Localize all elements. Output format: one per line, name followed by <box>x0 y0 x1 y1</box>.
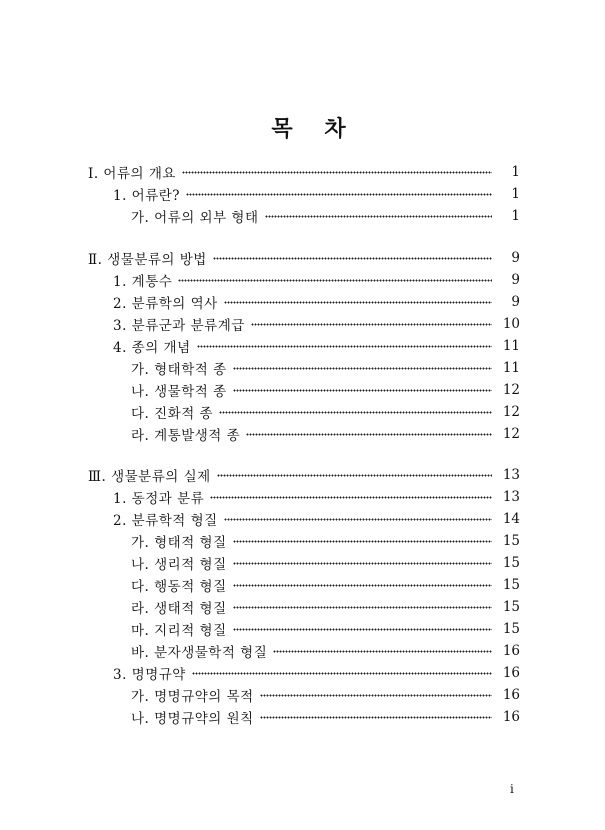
dot-leader <box>217 474 492 477</box>
toc-entry-label: 라. 계통발생적 종 <box>131 428 241 444</box>
toc-entry-2-2[interactable] <box>113 291 520 313</box>
toc-entry-2-4-a[interactable] <box>131 357 520 379</box>
toc-entry-label: 가. 명명규약의 목적 <box>131 689 254 705</box>
toc-entry-page: 15 <box>502 621 520 637</box>
dot-leader <box>246 433 492 436</box>
toc-entry-label: Ⅱ. 생물분류의 방법 <box>88 252 207 268</box>
toc-entry-page: 12 <box>502 382 520 398</box>
toc-entry-page: 13 <box>502 467 520 483</box>
toc-entry-3-2-a[interactable] <box>131 530 520 552</box>
toc-entry-page: 11 <box>502 360 520 376</box>
dot-leader <box>178 279 492 282</box>
toc-entry-label: 다. 행동적 형질 <box>131 579 227 595</box>
dot-leader <box>233 540 492 543</box>
toc-entry-page: 9 <box>511 294 520 310</box>
dot-leader <box>273 650 492 653</box>
toc-entry-page: 15 <box>502 555 520 571</box>
toc-entry-label: Ⅰ. 어류의 개요 <box>88 166 176 182</box>
toc-entry-label: 바. 분자생물학적 형질 <box>131 645 268 661</box>
toc-entry-2-4-b[interactable] <box>131 379 520 401</box>
dot-leader <box>251 323 492 326</box>
toc-entry-page: 11 <box>502 338 520 354</box>
toc-entry-3-2-b[interactable] <box>131 552 520 574</box>
dot-leader <box>260 716 492 719</box>
toc-entry-page: 16 <box>502 687 520 703</box>
toc-entry-page: 10 <box>502 316 520 332</box>
toc-entry-3-3-a[interactable] <box>131 684 520 706</box>
toc-entry-section-3[interactable] <box>88 464 520 486</box>
toc-entry-page: 12 <box>502 404 520 420</box>
dot-leader <box>233 367 492 370</box>
page-title: 목 차 <box>271 116 358 142</box>
toc-entry-page: 16 <box>502 643 520 659</box>
dot-leader <box>233 584 492 587</box>
toc-entry-page: 9 <box>511 272 520 288</box>
toc-entry-label: 라. 생태적 형질 <box>131 601 227 617</box>
toc-entry-2-4-c[interactable] <box>131 401 520 423</box>
toc-entry-3-2-e[interactable] <box>131 618 520 640</box>
toc-entry-3-2[interactable] <box>113 508 520 530</box>
dot-leader <box>260 694 492 697</box>
dot-leader <box>182 171 492 174</box>
dot-leader <box>219 411 492 414</box>
toc-entry-page: 1 <box>511 186 520 202</box>
toc-entry-label: 2. 분류학의 역사 <box>113 296 218 312</box>
toc-entry-page: 16 <box>502 709 520 725</box>
toc-entry-page: 16 <box>502 665 520 681</box>
toc-entry-label: 가. 형태적 형질 <box>131 535 227 551</box>
toc-entry-label: 1. 어류란? <box>113 188 181 204</box>
toc-entry-1-1[interactable] <box>113 183 520 205</box>
dot-leader <box>265 215 493 218</box>
dot-leader <box>210 496 492 499</box>
toc-entry-3-2-d[interactable] <box>131 596 520 618</box>
toc-entry-2-4-d[interactable] <box>131 423 520 445</box>
toc-entry-label: 3. 분류군과 분류계급 <box>113 318 245 334</box>
toc-entry-section-1[interactable] <box>88 161 520 183</box>
toc-entry-label: 3. 명명규약 <box>113 667 186 683</box>
toc-entry-label: 1. 계통수 <box>113 274 173 290</box>
toc-entry-page: 1 <box>511 164 520 180</box>
dot-leader <box>224 518 492 521</box>
dot-leader <box>197 345 492 348</box>
dot-leader <box>233 389 492 392</box>
dot-leader <box>224 301 492 304</box>
toc-entry-3-1[interactable] <box>113 486 520 508</box>
toc-entry-label: 2. 분류학적 형질 <box>113 513 218 529</box>
toc-entry-page: 15 <box>502 599 520 615</box>
toc-entry-label: 마. 지리적 형질 <box>131 623 227 639</box>
toc-entry-label: 1. 동정과 분류 <box>113 491 205 507</box>
toc-entry-label: 나. 명명규약의 원칙 <box>131 711 254 727</box>
dot-leader <box>213 257 492 260</box>
dot-leader <box>233 628 492 631</box>
toc-entry-3-2-c[interactable] <box>131 574 520 596</box>
toc-entry-label: 가. 어류의 외부 형태 <box>131 210 259 226</box>
toc-entry-2-1[interactable] <box>113 269 520 291</box>
toc-entry-label: 가. 형태학적 종 <box>131 362 227 378</box>
page-number: i <box>510 782 514 796</box>
toc-entry-page: 9 <box>511 250 520 266</box>
toc-entry-1-1-a[interactable] <box>131 205 520 227</box>
toc-entry-page: 15 <box>502 533 520 549</box>
toc-entry-2-4[interactable] <box>113 335 520 357</box>
dot-leader <box>186 193 492 196</box>
toc-entry-label: 다. 진화적 종 <box>131 406 214 422</box>
toc-entry-3-3-b[interactable] <box>131 706 520 728</box>
toc-entry-page: 14 <box>502 511 520 527</box>
toc-entry-2-3[interactable] <box>113 313 520 335</box>
toc-entry-label: Ⅲ. 생물분류의 실제 <box>88 469 211 485</box>
toc-entry-section-2[interactable] <box>88 247 520 269</box>
toc-entry-page: 1 <box>511 208 520 224</box>
dot-leader <box>192 672 492 675</box>
toc-entry-label: 나. 생리적 형질 <box>131 557 227 573</box>
toc-entry-page: 12 <box>502 426 520 442</box>
toc-entry-page: 15 <box>502 577 520 593</box>
dot-leader <box>233 562 492 565</box>
toc-entry-label: 나. 생물학적 종 <box>131 384 227 400</box>
toc-entry-3-2-f[interactable] <box>131 640 520 662</box>
toc-entry-3-3[interactable] <box>113 662 520 684</box>
toc-entry-label: 4. 종의 개념 <box>113 340 191 356</box>
dot-leader <box>233 606 492 609</box>
toc-entry-page: 13 <box>502 489 520 505</box>
